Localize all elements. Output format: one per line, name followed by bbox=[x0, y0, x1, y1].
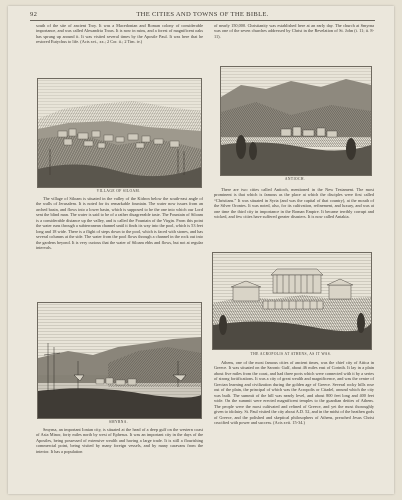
acropolis-engraving bbox=[212, 252, 372, 350]
siloam-engraving bbox=[37, 78, 202, 188]
siloam-paragraph bbox=[36, 196, 203, 251]
siloam-caption: VILLAGE OF SILOAM. bbox=[96, 189, 141, 193]
antioch-paragraph bbox=[214, 187, 374, 220]
athens-paragraph bbox=[214, 360, 374, 425]
acropolis-illustration bbox=[213, 253, 371, 349]
smyrna-text: Smyrna, an important Ionian city, is situated at the head of a deep gulf on the western coast of Asia Minor, forty miles north by west of Ephesus. It was an important city in the days of the Apostles, being possessed of extensive wealth and having a large trade. It is still a flourishing commercial point, being visited by many foreign vessels, and by many caravans from the interior. It has a population bbox=[36, 427, 203, 454]
troas-text: south of the site of ancient Troy. It was a Macedonian and Roman colony of considerable importance, and was called Alexandria Troas. It is now in ruins, and a forest of magnificent oaks has sprung up around it. It was visited several times by the Apostle Paul. It was here that he restored Eutychus to life. (Acts xvi., xx.; 2 Cor. ii.; 2 Tim. iv.) bbox=[36, 23, 203, 45]
siloam-text: The village of Siloam is situated in the valley of the Kidron below the south-east angle of the walls of Jerusalem. It is noted for its remarkable fountain. The water now issues from an arched basin, and flows into a lower basin, which is supposed to be the one into which our Lord sent the blind man. The water is said to be of a rather disagreeable taste. The Fountain of Siloam is a considerable distance up the valley, and is called the Fountain of the Virgin. From this point the water runs through a subterranean channel until it finds its way into the pool, which is 53 feet long and 18 wide. There is a flight of steps down to the pool, which is faced with stones, and has several columns at the side. The water from the pool flows through a channel in the rock out into the gardens beyond. It is very curious that the water of Siloam ebbs and flows, but not at regular intervals. bbox=[36, 196, 203, 251]
right-intro-paragraph bbox=[214, 23, 374, 39]
smyrna-caption: SMYRNA. bbox=[108, 420, 129, 424]
page-number: 92 bbox=[30, 11, 38, 18]
left-intro-paragraph bbox=[36, 23, 203, 45]
antioch-illustration bbox=[221, 67, 371, 175]
smyrna-illustration bbox=[38, 303, 201, 418]
antioch-caption: ANTIOCH. bbox=[284, 177, 306, 181]
antioch-engraving bbox=[220, 66, 372, 176]
page-title: THE CITIES AND TOWNS OF THE BIBLE. bbox=[136, 11, 269, 18]
smyrna-paragraph bbox=[36, 427, 203, 454]
siloam-illustration bbox=[38, 79, 201, 187]
athens-text: Athens, one of the most famous cities of ancient times, was the chief city of Attica in Greece. It was situated on the Saronic Gulf, about 46 miles east of Corinth. It lay in a plain about five miles from the coast, and had three ports which were connected with it by a series of strong fortifications. It was a city of great wealth and magnificence, and was the centre of Grecian learning and civilization during the golden age of Greece. Several rocky hills rose out of the plain, the principal of which was the Acropolis or Citadel, around which the city was built. The summit of the hill was nearly level, and about 800 feet long and 400 feet wide. On the summit were erected magnificent temples to the guardian deities of Athens. The people were the most cultivated and refined of Greece, and yet the most thoroughly given to idolatry. St. Paul visited the city about A.D. 52, and in the midst of the heathen gods of Greece, and the polished and skeptical philosophers of Athens, preached Jesus Christ crucified with power and success. (Acts xvii. 15-34.) bbox=[214, 360, 374, 425]
acropolis-caption: THE ACROPOLIS AT ATHENS, AS IT WAS. bbox=[250, 352, 332, 356]
smyrna-church-text: of nearly 150,000. Christianity was established here at an early day. The church at Smyrna was one of the seven churches addressed by Christ in the Revelation of St. John (i. 11; ii. 8-11). bbox=[214, 23, 374, 39]
smyrna-engraving bbox=[37, 302, 202, 419]
antioch-text: There are two cities called Antioch, mentioned in the New Testament. The most prominent is that which is famous as the place at which the disciples were first called “Christians.” It was situated in Syria (and was the capital of that country), at the mouth of the Silver Orontes. It was noted, also, for its cultivation, refinement, and luxury, and was at one time the third city in importance in the Roman Empire. It became terribly corrupt and wicked, and few cities have suffered greater disasters. It is now called Antakia. bbox=[214, 187, 374, 220]
header-rule bbox=[30, 20, 375, 21]
